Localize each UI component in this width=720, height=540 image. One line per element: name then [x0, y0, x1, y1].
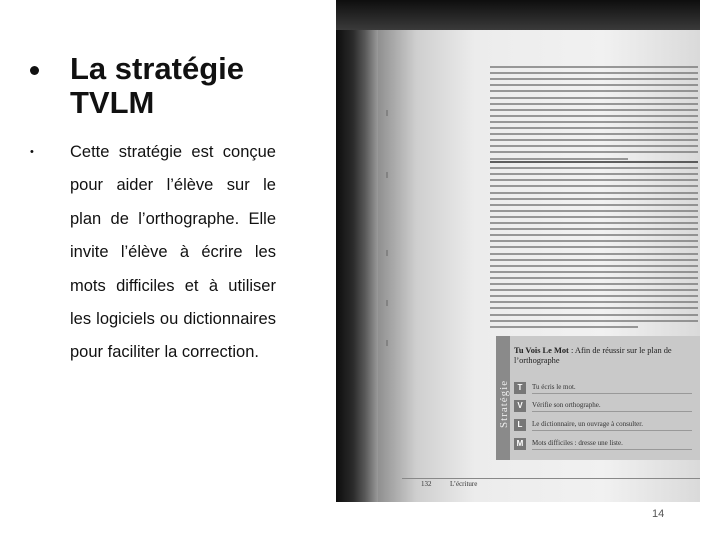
title-text: La stratégie TVLM — [70, 51, 245, 120]
body-word: à — [179, 243, 190, 262]
page-text-line — [490, 204, 698, 206]
body-word: plan — [70, 209, 102, 228]
body-word: aider — [116, 176, 154, 195]
strategy-item-key: M — [514, 438, 526, 450]
body-word: conçue — [222, 143, 276, 161]
page-text-line — [490, 307, 698, 309]
strategy-item-l — [514, 419, 698, 431]
strategy-box-title — [514, 346, 694, 366]
strategy-item-text: Mots difficiles : dresse une liste. — [532, 439, 623, 447]
body-word: les — [254, 243, 276, 262]
photo-top-shadow — [336, 0, 700, 30]
slide-title — [30, 52, 320, 120]
page-text-line — [490, 295, 698, 297]
strategy-item-rule — [532, 449, 692, 450]
body-word: pour — [70, 343, 104, 362]
page-text-line — [490, 179, 698, 181]
page-text-line — [490, 133, 698, 135]
margin-mark — [386, 250, 388, 256]
page-text-line — [490, 161, 698, 163]
strategy-item-rule — [532, 411, 692, 412]
strategy-item-t — [514, 382, 698, 394]
page-text-line — [490, 84, 698, 86]
page-text-line — [490, 320, 698, 322]
strategy-item-v — [514, 400, 698, 412]
page-text-line — [490, 192, 698, 194]
strategy-item-key: L — [514, 419, 526, 431]
strategy-box-side-label: Stratégie — [498, 379, 510, 428]
body-word: les — [70, 310, 92, 329]
page-text-line — [490, 151, 698, 153]
title-bullet — [30, 66, 39, 75]
page-text-line — [490, 240, 698, 242]
body-word: Cette — [70, 143, 110, 161]
margin-mark — [386, 110, 388, 116]
strategy-item-key: V — [514, 400, 526, 412]
page-text-line — [490, 283, 698, 285]
page-footer-number: 132 — [421, 480, 432, 488]
body-word: le — [263, 176, 276, 195]
body-word: à — [208, 276, 218, 295]
page-text-line — [490, 210, 698, 212]
body-word: écrire — [201, 243, 243, 262]
page-text-line — [490, 259, 698, 261]
book-binding — [336, 0, 378, 502]
margin-mark — [386, 300, 388, 306]
page-footer-rule — [402, 478, 700, 479]
body-word: stratégie — [118, 143, 183, 161]
strategy-item-rule — [532, 430, 692, 431]
page-text-line — [490, 253, 698, 255]
page-text-line — [490, 271, 698, 273]
strategy-item-key: T — [514, 382, 526, 394]
body-word: difficiles — [116, 276, 175, 295]
page-text-line — [490, 139, 698, 141]
page-text-line — [490, 72, 698, 74]
margin-mark — [386, 172, 388, 178]
body-word: est — [191, 143, 214, 161]
body-word: logiciels — [96, 310, 155, 329]
body-word: ou — [159, 310, 179, 329]
page-text-line — [490, 158, 628, 160]
page-text-line — [490, 78, 698, 80]
strategy-box-title-rest: : Afin de réussir sur le plan de l’orthographe — [514, 346, 672, 365]
strategy-item-text: Vérifie son orthographe. — [532, 401, 601, 409]
page-text-line — [490, 145, 698, 147]
page-text-line — [490, 121, 698, 123]
body-word: la — [164, 343, 178, 362]
page-text-line — [490, 301, 698, 303]
page-text-line — [490, 127, 698, 129]
body-word: l’orthographe. — [138, 209, 240, 228]
body-word: l’élève — [166, 176, 214, 195]
body-bullet: • — [30, 146, 34, 158]
body-word: faciliter — [107, 343, 160, 362]
page-text-line — [490, 234, 698, 236]
margin-mark — [386, 340, 388, 346]
strategy-item-m — [514, 438, 698, 450]
page-text-line — [490, 173, 698, 175]
body-word: pour — [70, 176, 104, 195]
page-text-line — [490, 185, 698, 187]
body-word: sur — [226, 176, 250, 195]
page-text-line — [490, 66, 698, 68]
page-text-line — [490, 246, 698, 248]
body-word: de — [110, 209, 129, 228]
body-word: correction. — [181, 343, 259, 362]
strategy-item-text: Le dictionnaire, un ouvrage à consulter. — [532, 420, 643, 428]
page-text-line — [490, 115, 698, 117]
strategy-item-text: Tu écris le mot. — [532, 383, 576, 391]
body-word: et — [184, 276, 199, 295]
body-word: Elle — [248, 209, 277, 228]
body-text — [70, 136, 276, 370]
page-text-line — [490, 198, 698, 200]
body-word: mots — [70, 276, 106, 295]
body-word: l’élève — [120, 243, 168, 262]
page-text-line — [490, 277, 698, 279]
page-text-line — [490, 314, 698, 316]
page-text-line — [490, 167, 698, 169]
body-word: utiliser — [228, 276, 276, 295]
page-text-line — [490, 222, 698, 224]
strategy-item-rule — [532, 393, 692, 394]
body-word: invite — [70, 243, 109, 262]
page-footer-word: L’écriture — [450, 480, 478, 488]
body-word: dictionnaires — [183, 310, 276, 329]
page-text-line — [490, 228, 698, 230]
page-text-line — [490, 265, 698, 267]
slide-number: 14 — [652, 508, 665, 520]
page-text-line — [490, 109, 698, 111]
page-text-line — [490, 289, 698, 291]
page-text-line — [490, 103, 698, 105]
page-text-line — [490, 326, 638, 328]
page-text-line — [490, 90, 698, 92]
page-text-line — [490, 216, 698, 218]
strategy-box-title-bold: Tu Vois Le Mot — [514, 346, 569, 355]
page-text-line — [490, 97, 698, 99]
